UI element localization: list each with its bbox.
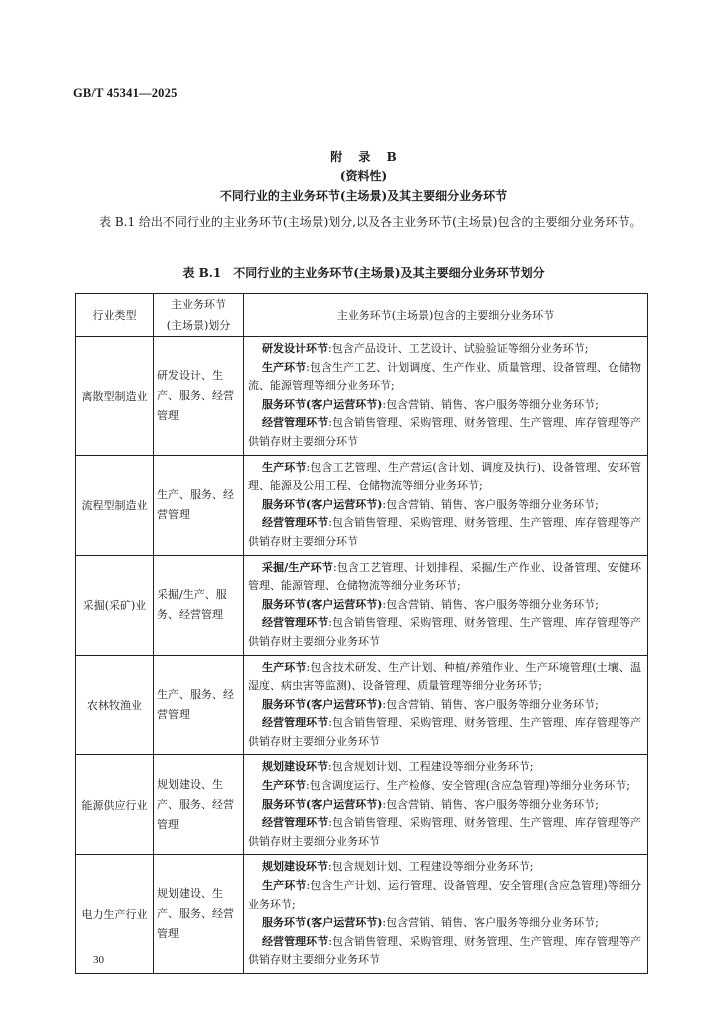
- detail-item: [248, 496, 641, 515]
- detail-item: [248, 758, 641, 777]
- detail-item-name: 采掘/生产环节: [262, 560, 333, 574]
- detail-item-text: :包含营销、销售、客户服务等细分业务环节;: [382, 597, 599, 611]
- intro-paragraph: 表 B.1 给出不同行业的主业务环节(主场景)划分,以及各主业务环节(主场景)包含的主要细分业务环节。: [99, 215, 642, 229]
- detail-item-name: 服务环节(客户运营环节): [262, 797, 383, 811]
- page-number: 30: [93, 954, 104, 966]
- table-row: [76, 655, 648, 755]
- detail-item-text: :包含销售管理、采购管理、财务管理、生产管理、库存管理等产供销存财主要细分业务环节: [248, 816, 641, 848]
- segments-cell: 生产、服务、经营管理: [154, 455, 244, 555]
- detail-item: [248, 796, 641, 815]
- detail-item: [248, 614, 641, 651]
- detail-item-name: 生产环节: [262, 460, 307, 474]
- detail-item-text: :包含生产计划、运行管理、设备管理、安全管理(含应急管理)等细分业务环节;: [248, 879, 642, 911]
- detail-item-name: 规划建设环节: [262, 760, 328, 774]
- segments-cell: 规划建设、生产、服务、经营管理: [154, 855, 244, 974]
- detail-item: [248, 559, 641, 596]
- detail-item: [248, 696, 641, 715]
- detail-item-text: :包含工艺管理、计划排程、采掘/生产作业、设备管理、安健环管理、能源管理、仓储物流等细分业务环节;: [248, 560, 641, 593]
- detail-item-text: :包含销售管理、采购管理、财务管理、生产管理、库存管理等产供销存财主要细分环节: [248, 416, 641, 448]
- detail-item: [248, 459, 641, 496]
- detail-item-text: :包含营销、销售、客户服务等细分业务环节;: [382, 916, 599, 930]
- detail-item-name: 服务环节(客户运营环节): [262, 697, 383, 711]
- detail-item-text: :包含销售管理、采购管理、财务管理、生产管理、库存管理等产供销存财主要细分业务环节: [248, 934, 641, 967]
- detail-item-name: 生产环节: [262, 779, 306, 793]
- detail-item: [248, 777, 641, 796]
- details-cell: [244, 337, 648, 456]
- detail-item-text: :包含工艺管理、生产营运(含计划、调度及执行)、设备管理、安环管理、能源及公用工程、仓储物流等细分业务环节;: [248, 460, 642, 493]
- detail-item: [248, 359, 641, 396]
- header-segment-line2: (主场景)划分: [166, 319, 231, 332]
- detail-item-name: 研发设计环节: [262, 342, 328, 355]
- header-industry: 行业类型: [76, 294, 154, 337]
- table-row: [76, 455, 648, 555]
- industry-cell: 能源供应行业: [76, 755, 154, 855]
- segment-table: [75, 293, 648, 974]
- details-cell: [244, 755, 648, 855]
- detail-item: [248, 877, 641, 914]
- detail-item-name: 生产环节: [262, 360, 307, 374]
- segments-cell: 生产、服务、经营管理: [154, 655, 244, 755]
- detail-item-name: 经营管理环节: [262, 616, 329, 630]
- detail-item-name: 经营管理环节: [262, 934, 329, 948]
- detail-item-name: 服务环节(客户运营环节): [262, 916, 383, 930]
- detail-item-name: 生产环节: [262, 660, 307, 674]
- details-cell: [244, 855, 648, 974]
- table-row: [76, 555, 648, 655]
- detail-item-text: :包含营销、销售、客户服务等细分业务环节;: [382, 697, 599, 711]
- table-body: [76, 337, 648, 974]
- segments-cell: 规划建设、生产、服务、经营管理: [154, 755, 244, 855]
- industry-cell: 离散型制造业: [76, 337, 154, 456]
- detail-item-text: :包含销售管理、采购管理、财务管理、生产管理、库存管理等产供销存财主要细分业务环节: [248, 616, 641, 648]
- header-segment-line1: 主业务环节: [171, 298, 226, 311]
- detail-item: [248, 858, 641, 877]
- detail-item-text: :包含规划计划、工程建设等细分业务环节;: [328, 760, 534, 774]
- detail-item-text: :包含营销、销售、客户服务等细分业务环节;: [382, 797, 599, 811]
- detail-item: [248, 933, 641, 970]
- annex-label: 附 录 B: [330, 150, 397, 164]
- detail-item-text: :包含调度运行、生产检修、安全管理(含应急管理)等细分业务环节;: [306, 779, 630, 793]
- detail-item-text: :包含技术研发、生产计划、种植/养殖作业、生产环境管理(土壤、温湿度、病虫害等监测)、设备管理、质量管理等细分业务环节;: [248, 660, 642, 693]
- details-cell: [244, 455, 648, 555]
- detail-item-text: :包含规划计划、工程建设等细分业务环节;: [328, 860, 534, 874]
- detail-item: [248, 414, 641, 451]
- annex-nature: (资料性): [339, 169, 388, 183]
- table-row: [76, 337, 648, 456]
- detail-item-name: 服务环节(客户运营环节): [262, 497, 383, 511]
- detail-item-text: :包含产品设计、工艺设计、试验验证等细分业务环节;: [328, 342, 589, 355]
- detail-item-text: :包含营销、销售、客户服务等细分业务环节;: [382, 497, 599, 511]
- details-cell: [244, 655, 648, 755]
- table-caption: 表 B.1 不同行业的主业务环节(主场景)及其主要细分业务环节划分: [182, 266, 545, 280]
- annex-title: 不同行业的主业务环节(主场景)及其主要细分业务环节: [219, 189, 508, 203]
- segments-cell: 采掘/生产、服务、经营管理: [154, 555, 244, 655]
- detail-item-name: 生产环节: [262, 879, 307, 893]
- detail-item: [248, 340, 641, 359]
- detail-item-name: 规划建设环节: [262, 860, 328, 874]
- segments-cell: 研发设计、生产、服务、经营管理: [154, 337, 244, 456]
- industry-cell: 采掘(采矿)业: [76, 555, 154, 655]
- detail-item: [248, 714, 641, 751]
- detail-item: [248, 596, 641, 615]
- detail-item-text: :包含销售管理、采购管理、财务管理、生产管理、库存管理等产供销存财主要细分业务环节: [248, 716, 641, 748]
- detail-item-text: :包含营销、销售、客户服务等细分业务环节;: [382, 397, 599, 411]
- details-cell: [244, 555, 648, 655]
- detail-item: [248, 396, 641, 415]
- detail-item-name: 经营管理环节: [262, 816, 329, 830]
- industry-cell: 农林牧渔业: [76, 655, 154, 755]
- table-row: [76, 755, 648, 855]
- header-details: 主业务环节(主场景)包含的主要细分业务环节: [244, 294, 648, 337]
- header-segment: [154, 294, 244, 337]
- detail-item: [248, 914, 641, 933]
- detail-item-name: 经营管理环节: [262, 416, 329, 430]
- detail-item-name: 经营管理环节: [262, 716, 329, 730]
- detail-item: [248, 514, 641, 551]
- detail-item: [248, 659, 641, 696]
- detail-item: [248, 814, 641, 851]
- standard-code: GB/T 45341—2025: [73, 86, 178, 100]
- industry-cell: 电力生产行业: [76, 855, 154, 974]
- detail-item-name: 服务环节(客户运营环节): [262, 397, 383, 411]
- detail-item-text: :包含生产工艺、计划调度、生产作业、质量管理、设备管理、仓储物流、能源管理等细分业务环节;: [248, 360, 641, 393]
- table-header-row: [76, 294, 648, 337]
- detail-item-text: :包含销售管理、采购管理、财务管理、生产管理、库存管理等产供销存财主要细分环节: [248, 516, 641, 548]
- detail-item-name: 服务环节(客户运营环节): [262, 597, 383, 611]
- table-row: [76, 855, 648, 974]
- industry-cell: 流程型制造业: [76, 455, 154, 555]
- detail-item-name: 经营管理环节: [262, 516, 329, 530]
